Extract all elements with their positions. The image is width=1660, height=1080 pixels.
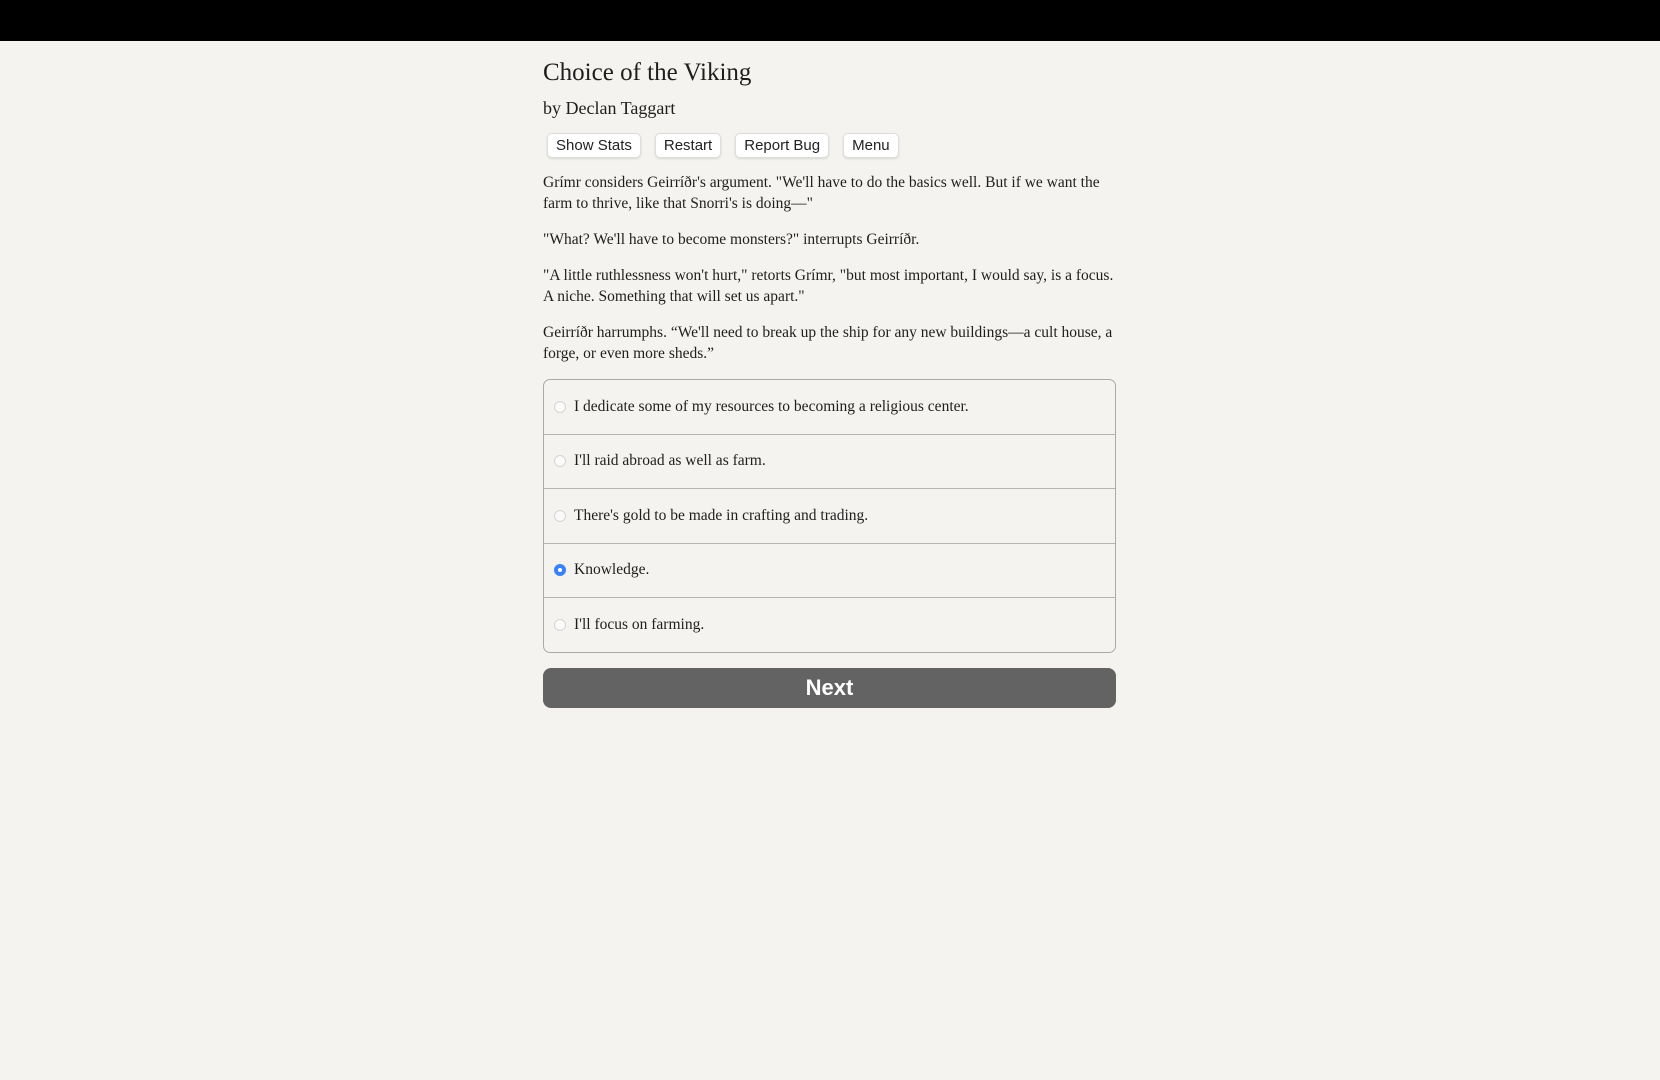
- story-text: [543, 172, 1116, 364]
- choice-option[interactable]: [544, 488, 1115, 543]
- next-button[interactable]: Next: [543, 668, 1116, 708]
- game-content: [543, 55, 1116, 708]
- choice-label: I'll focus on farming.: [574, 615, 705, 633]
- top-bar: [0, 0, 1660, 41]
- radio-button[interactable]: [554, 455, 566, 467]
- show-stats-button[interactable]: Show Stats: [547, 133, 641, 158]
- choice-option[interactable]: [544, 543, 1115, 598]
- choice-label: I dedicate some of my resources to becoming a religious center.: [574, 397, 969, 415]
- report-bug-button[interactable]: Report Bug: [735, 133, 829, 158]
- radio-button[interactable]: [554, 619, 566, 631]
- restart-button[interactable]: Restart: [655, 133, 721, 158]
- choice-option[interactable]: [544, 434, 1115, 489]
- game-title: Choice of the Viking: [543, 59, 752, 86]
- radio-button[interactable]: [554, 564, 566, 576]
- choice-label: I'll raid abroad as well as farm.: [574, 452, 766, 470]
- choice-label: There's gold to be made in crafting and trading.: [574, 506, 869, 524]
- choice-option[interactable]: [544, 597, 1115, 652]
- game-author: by Declan Taggart: [543, 98, 676, 118]
- radio-button[interactable]: [554, 401, 566, 413]
- toolbar: [547, 133, 1116, 158]
- story-paragraph: "A little ruthlessness won't hurt," retorts Grímr, "but most important, I would say, is a focus. A niche. Something that will set us apart.": [543, 267, 1114, 305]
- radio-button[interactable]: [554, 510, 566, 522]
- choice-option[interactable]: [544, 380, 1115, 434]
- story-paragraph: Geirríðr harrumphs. “We'll need to break up the ship for any new buildings—a cult house, a forge, or even more sheds.”: [543, 324, 1113, 362]
- menu-button[interactable]: Menu: [843, 133, 899, 158]
- story-paragraph: "What? We'll have to become monsters?" interrupts Geirríðr.: [543, 231, 920, 248]
- choice-label: Knowledge.: [574, 561, 650, 579]
- story-paragraph: Grímr considers Geirríðr's argument. "We'll have to do the basics well. But if we want the farm to thrive, like that Snorri's is doing—": [543, 174, 1100, 212]
- choice-list: [543, 379, 1116, 653]
